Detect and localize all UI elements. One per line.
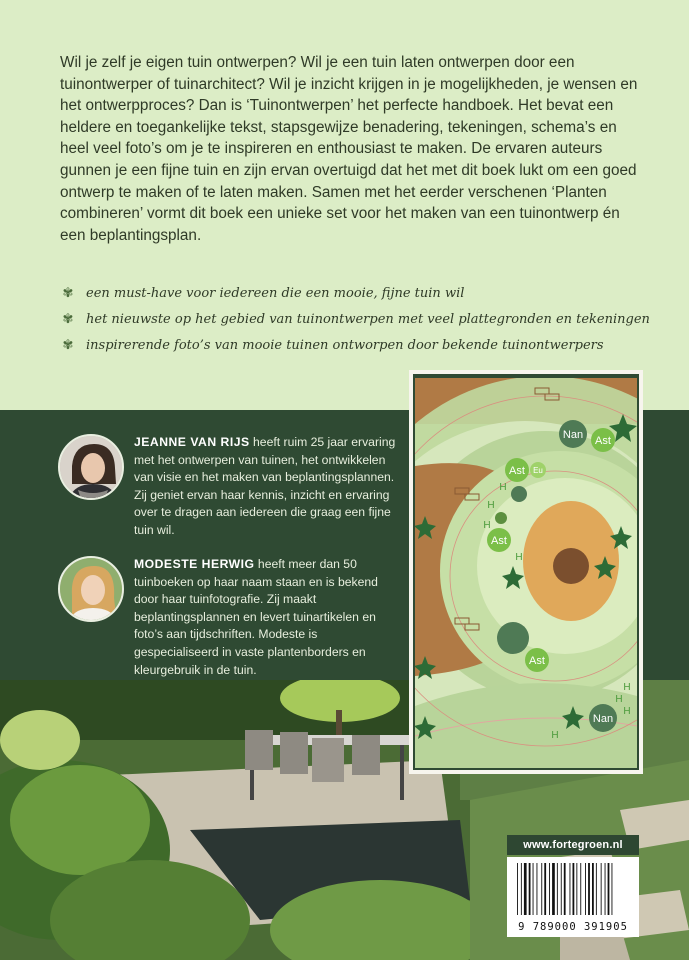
selling-point (60, 332, 660, 358)
plan-label-ast: Ast (491, 535, 507, 547)
selling-point (60, 280, 660, 306)
author-bio (134, 434, 404, 540)
isbn-number: 9 789000 391905 (518, 921, 628, 933)
plan-label-h: H (515, 552, 523, 563)
plan-label-nan: Nan (592, 713, 614, 725)
selling-points-list (60, 280, 660, 358)
flower-icon: ✾ (62, 311, 74, 327)
barcode-block (507, 835, 639, 937)
selling-point-text: het nieuwste op het gebied van tuinontwerpen met veel plattegronden en tekeningen (86, 311, 650, 327)
flower-icon: ✾ (62, 285, 74, 301)
plan-label-h: H (487, 500, 495, 511)
author-bio-text: heeft meer dan 50 tuinboeken op haar naam staan en is bekend door haar tuinfotografie. Zij maakt beplantingsplannen en levert tuinartikelen en foto’s aan tijdschriften. Modeste is gespecialiseerd in vaste plantenborders en kleurgebruik in de tuin. (134, 557, 378, 677)
selling-point-text: inspirerende foto’s van mooie tuinen ontworpen door bekende tuinontwerpers (86, 337, 604, 353)
author-photo (58, 556, 124, 622)
author-name: MODESTE HERWIG (134, 557, 255, 571)
garden-plan-illustration (395, 366, 645, 774)
flower-icon: ✾ (62, 337, 74, 353)
author-photo (58, 434, 124, 500)
plan-label-h: H (499, 482, 507, 493)
plan-label-eu: Eu (533, 466, 543, 475)
plan-label-ast: Ast (509, 465, 525, 477)
selling-point (60, 306, 660, 332)
plan-label-h: H (623, 682, 631, 693)
author-bio (134, 556, 404, 679)
plan-label-h: H (483, 520, 491, 531)
plan-label-h: H (623, 706, 631, 717)
isbn-barcode (507, 857, 639, 937)
author-bio-text: heeft ruim 25 jaar ervaring met het ontwerpen van tuinen, het ontwikkelen van visie en het maken van beplantingsplannen. Zij geniet ervan haar kennis, inzicht en ervaring over te dragen aan iedereen die graag een fijne tuin wil. (134, 435, 396, 537)
barcode-bars (507, 857, 639, 919)
plan-label-nan: Nan (562, 429, 584, 441)
plan-label-h: H (551, 730, 559, 741)
plan-label-h: H (615, 694, 623, 705)
author-name: JEANNE VAN RIJS (134, 435, 250, 449)
publisher-url: www.fortegroen.nl (507, 835, 639, 855)
plan-label-ast: Ast (529, 655, 545, 667)
book-blurb: Wil je zelf je eigen tuin ontwerpen? Wil je een tuin laten ontwerpen door een tuinontwerper of tuinarchitect? Wil je inzicht krijgen in je mogelijkheden, je wensen en het ontwerpproces? Dan is ‘Tuinontwerpen’ het perfecte handboek. Het bevat een heldere en toegankelijke tekst, stapsgewijze benadering, tekeningen, schema’s en heel veel foto’s om je te inspireren en enthousiast te maken. De ervaren auteurs gunnen je een fijne tuin en zijn ervan overtuigd dat het met dit boek lukt om een goed ontwerp te maken of te laten maken. Samen met het eerder verschenen ‘Planten combineren’ vormt dit boek een unieke set voor het maken van een tuinontwerp én een beplantingsplan. (60, 54, 638, 244)
plan-label-ast: Ast (595, 435, 611, 447)
selling-point-text: een must-have voor iedereen die een mooie, fijne tuin wil (86, 285, 465, 301)
